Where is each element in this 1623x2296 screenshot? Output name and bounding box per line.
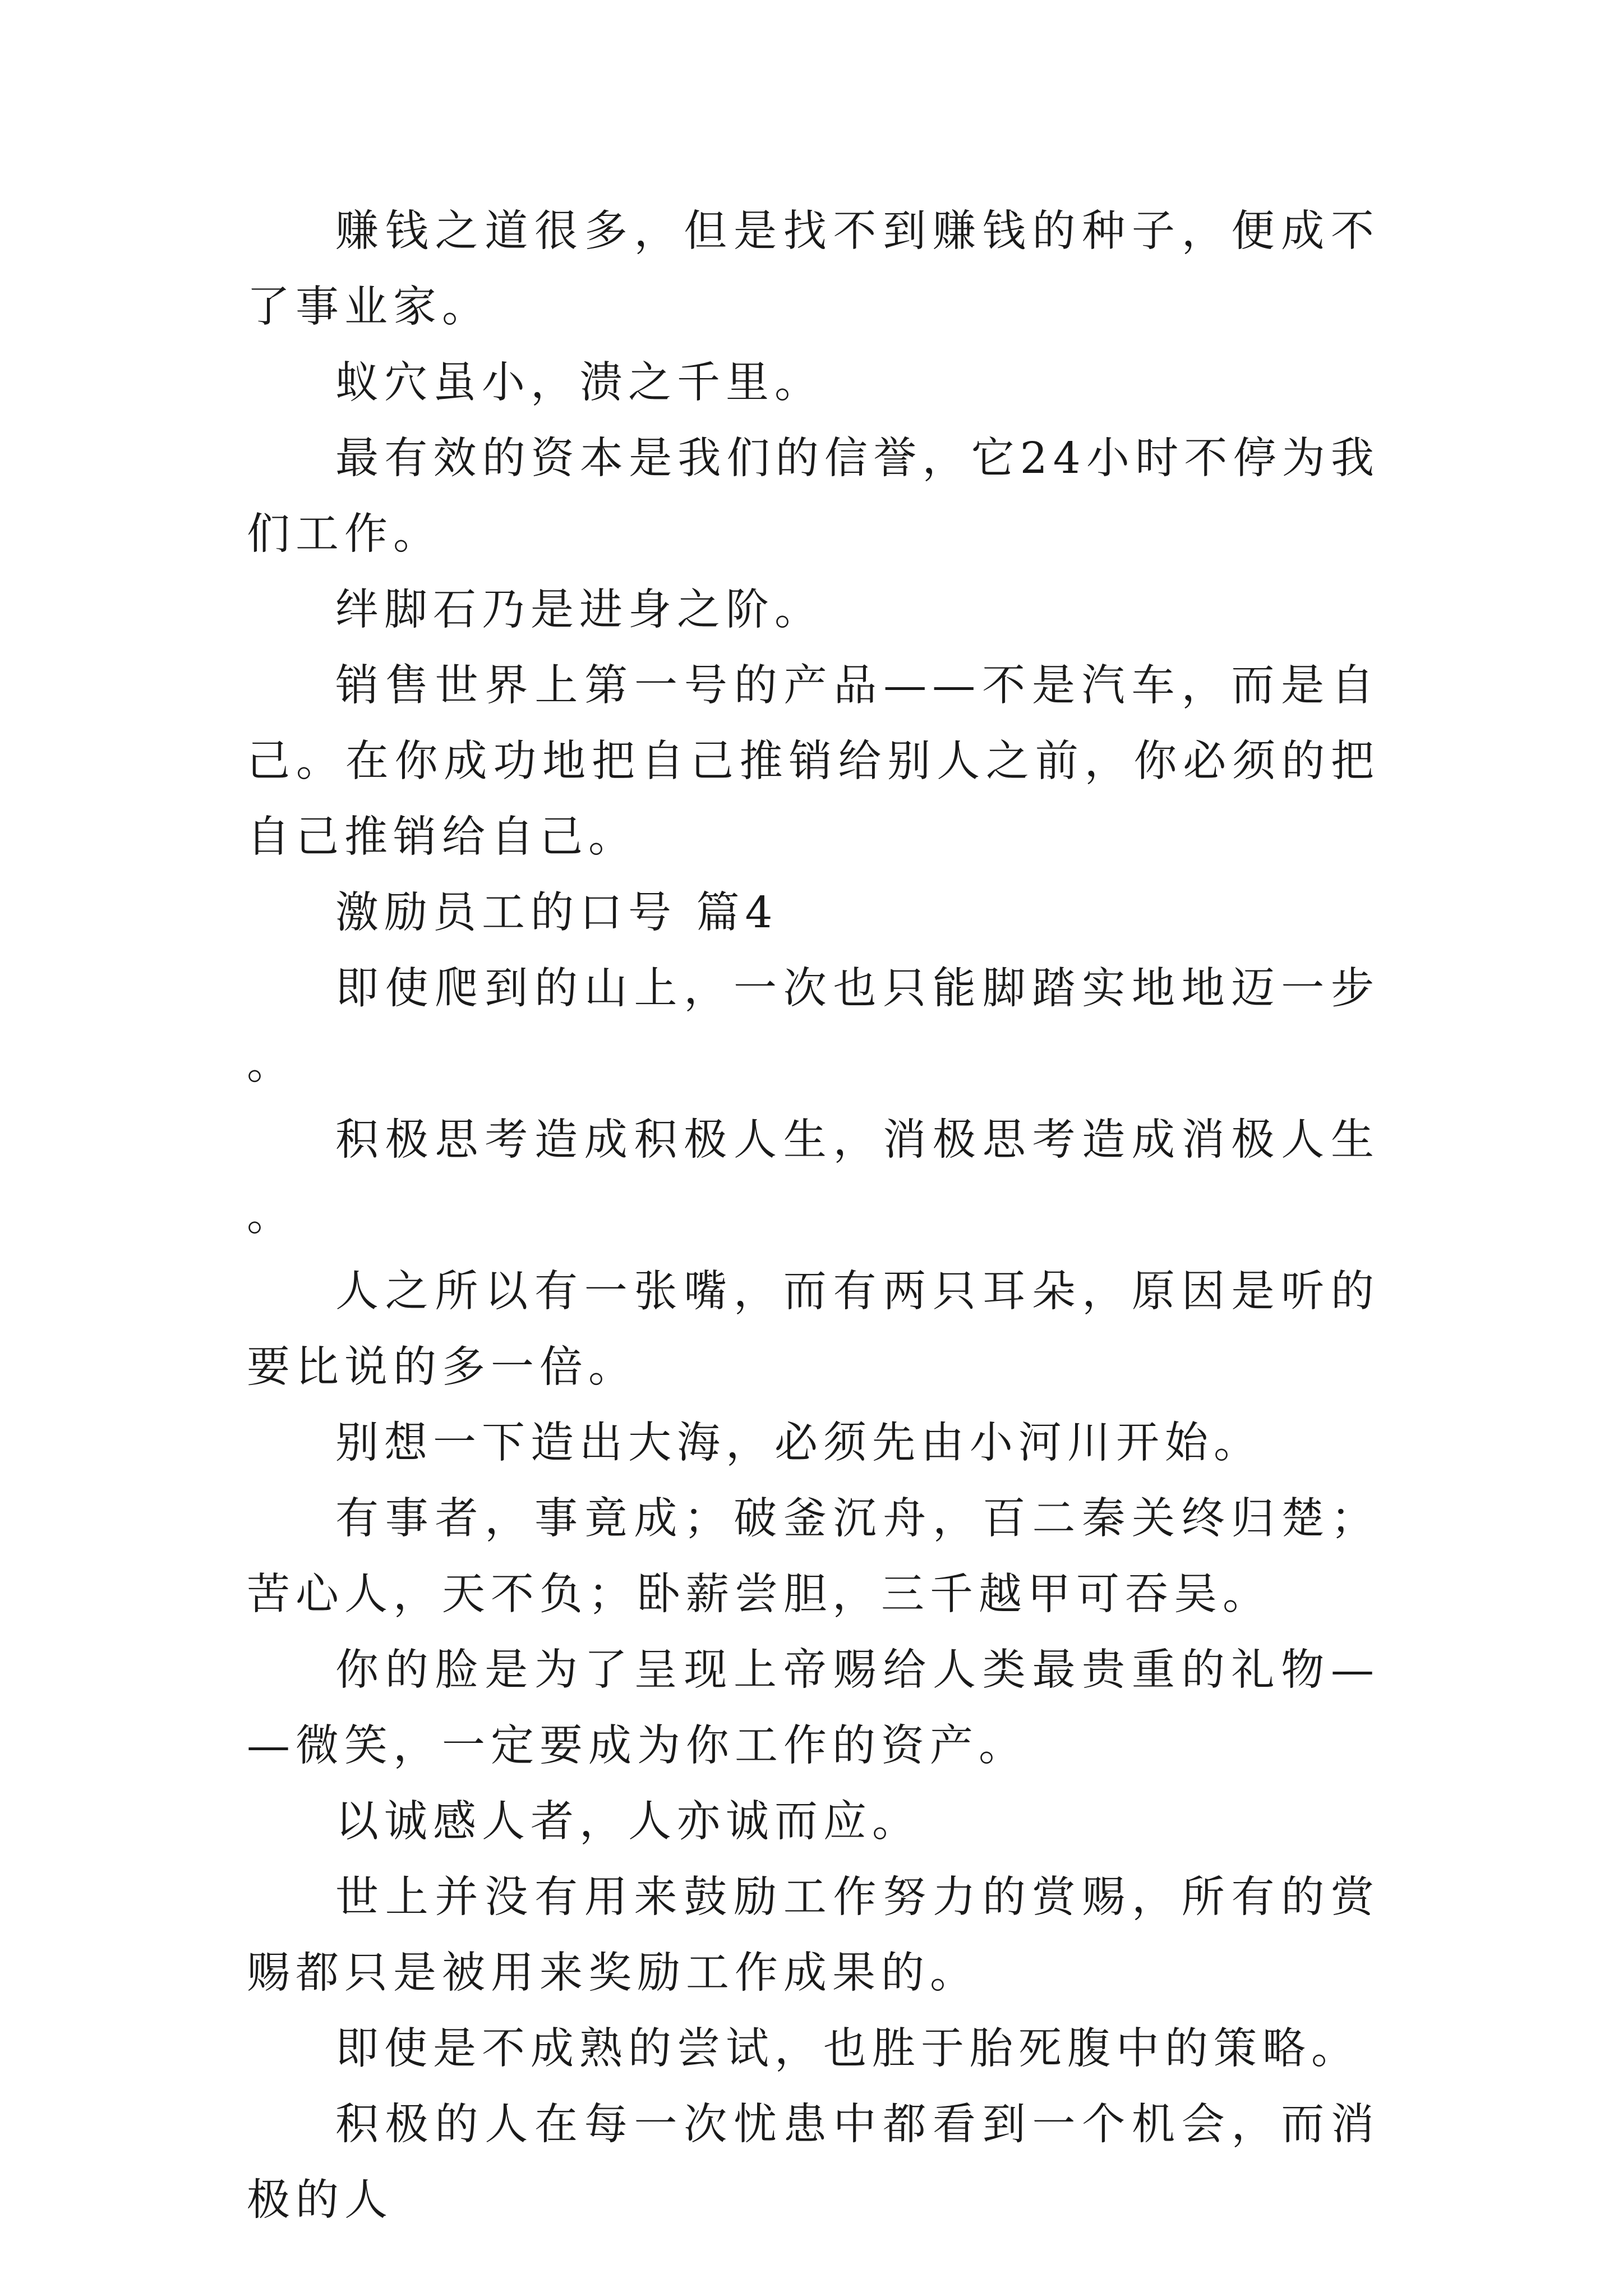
- paragraph-7: 即使爬到的山上，一次也只能脚踏实地地迈一步。: [247, 964, 1380, 1089]
- paragraph-2: 蚁穴虽小，溃之千里。: [335, 358, 823, 408]
- paragraph-13: 以诚感人者，人亦诚而应。: [335, 1797, 921, 1847]
- paragraph-14: 世上并没有用来鼓励工作努力的赏赐，所有的赏赐都只是被用来奖励工作成果的。: [247, 1872, 1380, 1998]
- paragraph-16: 积极的人在每一次忧患中都看到一个机会，而消极的人: [247, 2100, 1380, 2225]
- paragraph-9: 人之所以有一张嘴，而有两只耳朵，原因是听的要比说的多一倍。: [247, 1267, 1380, 1392]
- paragraph-12: 你的脸是为了呈现上帝赐给人类最贵重的礼物——微笑，一定要成为你工作的资产。: [247, 1645, 1380, 1771]
- paragraph-1: 赚钱之道很多，但是找不到赚钱的种子，便成不了事业家。: [247, 206, 1380, 332]
- paragraph-3: 最有效的资本是我们的信誉，它24小时不停为我们工作。: [247, 434, 1380, 559]
- paragraph-11: 有事者，事竟成；破釜沉舟，百二秦关终归楚；苦心人，天不负；卧薪尝胆，三千越甲可吞吴。: [247, 1494, 1380, 1619]
- paragraph-15: 即使是不成熟的尝试，也胜于胎死腹中的策略。: [335, 2024, 1360, 2074]
- paragraph-5: 销售世界上第一号的产品——不是汽车，而是自己。在你成功地把自己推销给别人之前，你必须的把自己推销给自己。: [247, 661, 1380, 862]
- paragraph-8: 积极思考造成积极人生，消极思考造成消极人生。: [247, 1115, 1380, 1241]
- paragraph-4: 绊脚石乃是进身之阶。: [335, 585, 823, 635]
- section-heading: 激励员工的口号 篇4: [335, 888, 778, 938]
- document-body: [247, 194, 1380, 2238]
- paragraph-10: 别想一下造出大海，必须先由小河川开始。: [335, 1418, 1262, 1468]
